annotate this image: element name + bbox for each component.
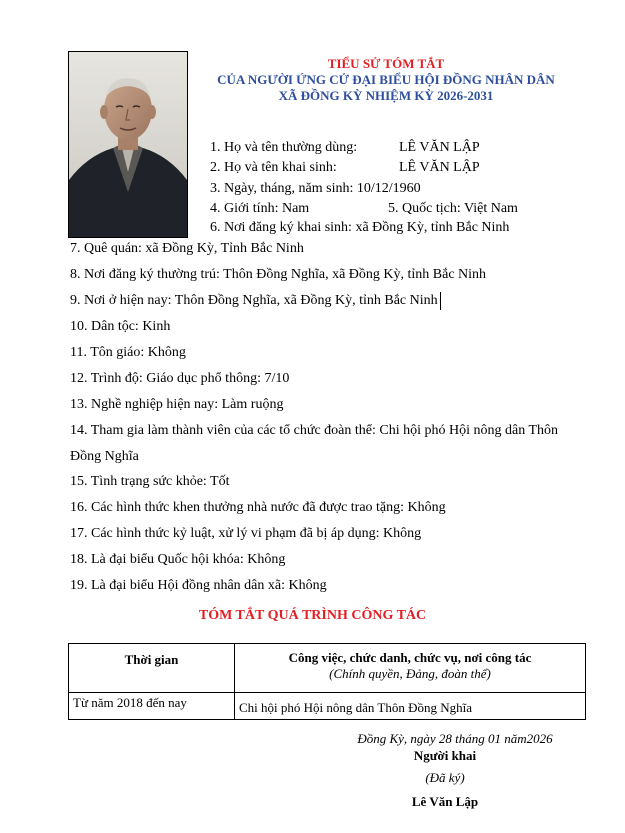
field-current-residence: 9. Nơi ở hiện nay: Thôn Đồng Nghĩa, xã Đồng Kỳ, tỉnh Bắc Ninh [70, 292, 441, 310]
signature-name: Lê Văn Lập [411, 794, 479, 809]
table-row [69, 693, 586, 720]
column-header-job-sublabel: (Chính quyền, Đảng, đoàn thể) [329, 666, 491, 681]
document-subtitle: CỦA NGƯỜI ỨNG CỬ ĐẠI BIỂU HỘI ĐỒNG NHÂN DÂN [217, 72, 555, 87]
column-header-time-label: Thời gian [124, 652, 179, 667]
field-nationality: 5. Quốc tịch: Việt Nam [388, 201, 518, 216]
field-common-name-label: 1. Họ và tên thường dùng: [210, 140, 358, 155]
signature-signed-note: (Đã ký) [425, 770, 465, 785]
work-summary-title: TÓM TẮT QUÁ TRÌNH CÔNG TÁC [198, 608, 427, 623]
field-organizations-line1: 14. Tham gia làm thành viên của các tổ chức đoàn thể: Chi hội phó Hội nông dân Thôn [70, 423, 559, 438]
field-birth-date: 3. Ngày, tháng, năm sinh: 10/12/1960 [210, 181, 421, 196]
field-discipline: 17. Các hình thức kỷ luật, xử lý vi phạm đã bị áp dụng: Không [70, 526, 422, 541]
field-health: 15. Tình trạng sức khỏe: Tốt [70, 474, 230, 489]
document-title: TIỂU SỬ TÓM TẮT [327, 56, 445, 71]
row-time-cell: Từ năm 2018 đến nay [69, 693, 235, 720]
field-religion: 11. Tôn giáo: Không [70, 345, 186, 360]
field-birth-name-label: 2. Họ và tên khai sinh: [210, 160, 337, 175]
portrait-illustration [69, 52, 187, 237]
column-header-job [235, 644, 586, 693]
field-hometown: 7. Quê quán: xã Đồng Kỳ, Tỉnh Bắc Ninh [70, 241, 304, 256]
field-national-assembly: 18. Là đại biểu Quốc hội khóa: Không [70, 552, 286, 567]
field-gender: 4. Giới tính: Nam [210, 201, 310, 216]
field-birth-name-value: LÊ VĂN LẬP [399, 160, 480, 175]
document-term: XÃ ĐỒNG KỲ NHIỆM KỲ 2026-2031 [278, 88, 494, 103]
column-header-job-label: Công việc, chức danh, chức vụ, nơi công tác [288, 650, 532, 665]
field-commune-council: 19. Là đại biểu Hội đồng nhân dân xã: Không [70, 578, 327, 593]
work-history-table [68, 643, 586, 720]
table-header-row [69, 644, 586, 693]
column-header-time [69, 644, 235, 693]
field-common-name-value: LÊ VĂN LẬP [399, 140, 480, 155]
field-awards: 16. Các hình thức khen thưởng nhà nước đã được trao tặng: Không [70, 500, 446, 515]
field-birth-registration-place: 6. Nơi đăng ký khai sinh: xã Đồng Kỳ, tỉnh Bắc Ninh [210, 220, 510, 235]
portrait-photo [68, 51, 188, 238]
field-occupation: 13. Nghề nghiệp hiện nay: Làm ruộng [70, 397, 284, 412]
field-education: 12. Trình độ: Giáo dục phổ thông: 7/10 [70, 371, 290, 386]
signature-declarant: Người khai [413, 748, 477, 763]
field-organizations-line2: Đồng Nghĩa [70, 449, 139, 464]
field-permanent-residence: 8. Nơi đăng ký thường trú: Thôn Đồng Nghĩa, xã Đồng Kỳ, tỉnh Bắc Ninh [70, 267, 487, 282]
signature-place-date: Đồng Kỳ, ngày 28 tháng 01 năm2026 [357, 731, 553, 746]
row-job-cell: Chi hội phó Hội nông dân Thôn Đồng Nghĩa [235, 693, 586, 720]
field-ethnicity: 10. Dân tộc: Kinh [70, 319, 171, 334]
